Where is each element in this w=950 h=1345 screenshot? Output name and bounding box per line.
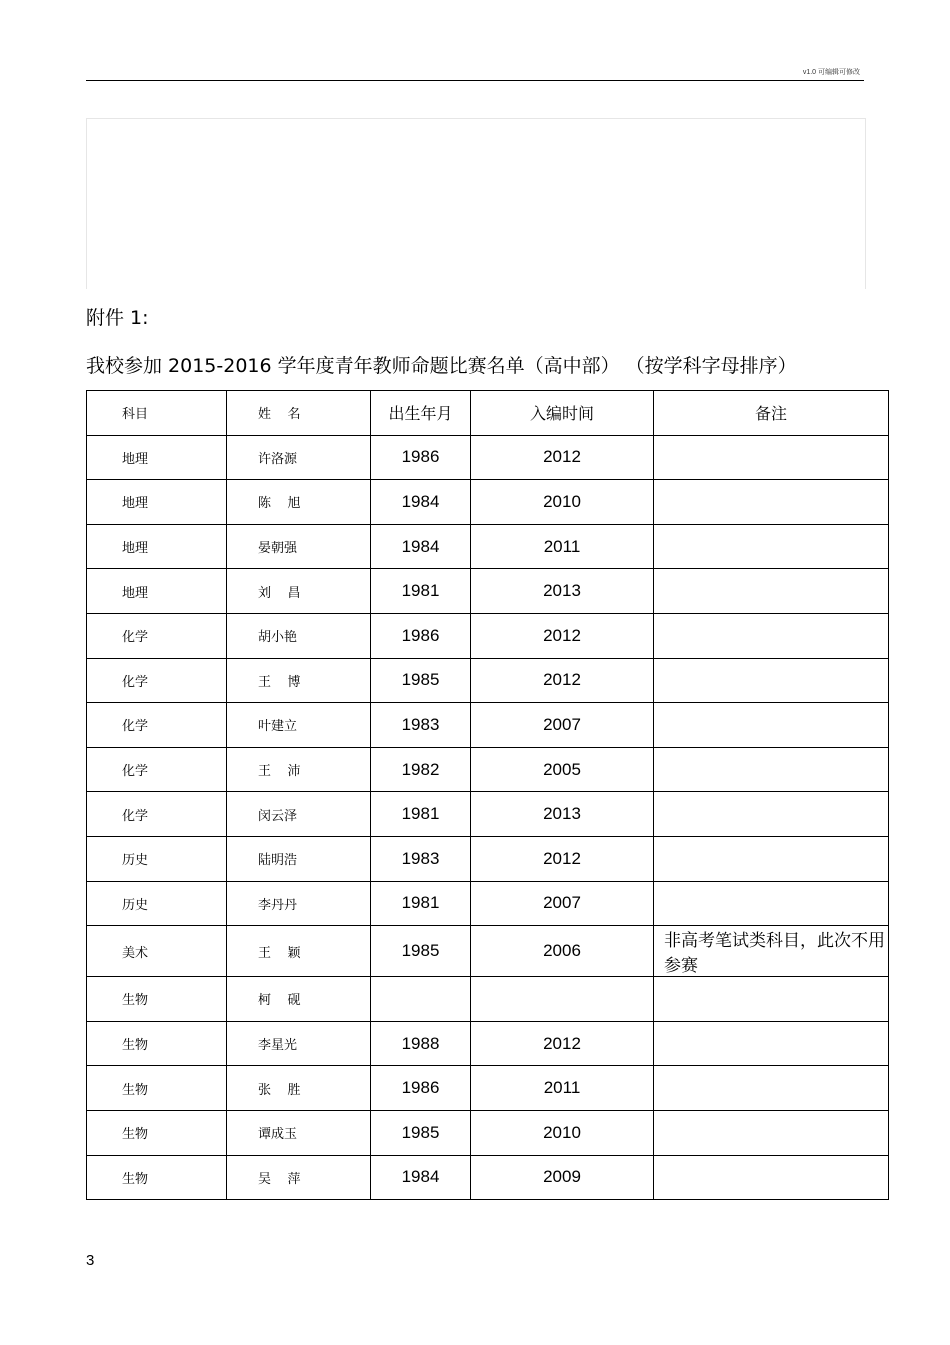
cell-birth: 1985 [371, 658, 471, 703]
cell-join: 2012 [471, 836, 654, 881]
cell-name: 李丹丹 [227, 881, 371, 926]
table-row [87, 1110, 889, 1155]
table-row [87, 1155, 889, 1200]
cell-subject: 历史 [87, 881, 227, 926]
cell-join [471, 977, 654, 1022]
header-note: 备注 [654, 391, 889, 436]
cell-subject: 化学 [87, 613, 227, 658]
cell-name: 张 胜 [227, 1066, 371, 1111]
cell-note [654, 977, 889, 1022]
header-subject: 科目 [87, 391, 227, 436]
page-number: 3 [86, 1252, 95, 1269]
table-row [87, 658, 889, 703]
table-row [87, 881, 889, 926]
table-row [87, 435, 889, 480]
table-row [87, 1021, 889, 1066]
cell-name: 晏朝强 [227, 524, 371, 569]
cell-name: 刘 昌 [227, 569, 371, 614]
cell-birth: 1985 [371, 926, 471, 977]
cell-birth: 1985 [371, 1110, 471, 1155]
cell-birth: 1986 [371, 435, 471, 480]
cell-subject: 生物 [87, 1021, 227, 1066]
cell-name: 陈 旭 [227, 480, 371, 525]
cell-subject: 地理 [87, 435, 227, 480]
cell-birth: 1984 [371, 1155, 471, 1200]
table-row [87, 524, 889, 569]
cell-subject: 生物 [87, 1066, 227, 1111]
cell-birth: 1983 [371, 836, 471, 881]
header-join: 入编时间 [471, 391, 654, 436]
cell-subject: 地理 [87, 480, 227, 525]
table-row [87, 836, 889, 881]
cell-join: 2011 [471, 524, 654, 569]
table-row [87, 747, 889, 792]
table-header-row [87, 391, 889, 436]
table-row [87, 926, 889, 977]
cell-join: 2012 [471, 1021, 654, 1066]
cell-name: 陆明浩 [227, 836, 371, 881]
teacher-roster-table [86, 390, 889, 1200]
cell-subject: 历史 [87, 836, 227, 881]
table-body [87, 435, 889, 1200]
cell-name: 柯 砚 [227, 977, 371, 1022]
cell-join: 2011 [471, 1066, 654, 1111]
cell-name: 闵云泽 [227, 792, 371, 837]
cell-name: 王 博 [227, 658, 371, 703]
table-row [87, 480, 889, 525]
cell-note [654, 569, 889, 614]
header-birth: 出生年月 [371, 391, 471, 436]
cell-name: 谭成玉 [227, 1110, 371, 1155]
header-version-note: v1.0 可编辑可修改 [802, 69, 860, 76]
cell-note [654, 524, 889, 569]
cell-note [654, 435, 889, 480]
cell-note: 非高考笔试类科目，此次不用参赛 [654, 926, 889, 977]
cell-join: 2006 [471, 926, 654, 977]
cell-subject: 化学 [87, 658, 227, 703]
cell-birth: 1984 [371, 524, 471, 569]
cell-join: 2009 [471, 1155, 654, 1200]
header-name: 姓 名 [227, 391, 371, 436]
cell-join: 2005 [471, 747, 654, 792]
blank-area [86, 118, 866, 289]
cell-birth: 1986 [371, 1066, 471, 1111]
document-title: 我校参加 2015-2016 学年度青年教师命题比赛名单（高中部） （按学科字母排序） [86, 355, 797, 377]
cell-subject: 地理 [87, 569, 227, 614]
cell-join: 2012 [471, 658, 654, 703]
cell-note [654, 658, 889, 703]
cell-name: 吴 萍 [227, 1155, 371, 1200]
cell-birth: 1981 [371, 881, 471, 926]
cell-birth: 1983 [371, 703, 471, 748]
cell-note [654, 703, 889, 748]
cell-note [654, 1110, 889, 1155]
cell-name: 李星光 [227, 1021, 371, 1066]
attachment-label: 附件 1: [86, 307, 149, 329]
cell-note [654, 1155, 889, 1200]
cell-subject: 美术 [87, 926, 227, 977]
table-row [87, 569, 889, 614]
cell-name: 胡小艳 [227, 613, 371, 658]
cell-note [654, 792, 889, 837]
cell-note [654, 881, 889, 926]
table-row [87, 703, 889, 748]
cell-name: 叶建立 [227, 703, 371, 748]
cell-join: 2012 [471, 435, 654, 480]
cell-subject: 地理 [87, 524, 227, 569]
header-divider [86, 80, 864, 81]
cell-name: 王 沛 [227, 747, 371, 792]
cell-birth [371, 977, 471, 1022]
cell-note [654, 480, 889, 525]
table-row [87, 977, 889, 1022]
cell-join: 2013 [471, 569, 654, 614]
cell-subject: 化学 [87, 703, 227, 748]
cell-subject: 生物 [87, 1155, 227, 1200]
cell-subject: 生物 [87, 977, 227, 1022]
cell-note [654, 613, 889, 658]
cell-birth: 1982 [371, 747, 471, 792]
cell-join: 2013 [471, 792, 654, 837]
cell-join: 2010 [471, 1110, 654, 1155]
cell-join: 2012 [471, 613, 654, 658]
cell-join: 2010 [471, 480, 654, 525]
cell-birth: 1981 [371, 792, 471, 837]
table-row [87, 1066, 889, 1111]
table-row [87, 792, 889, 837]
cell-join: 2007 [471, 881, 654, 926]
cell-name: 许洛源 [227, 435, 371, 480]
cell-subject: 生物 [87, 1110, 227, 1155]
cell-note [654, 1066, 889, 1111]
cell-subject: 化学 [87, 747, 227, 792]
cell-note [654, 836, 889, 881]
cell-note [654, 747, 889, 792]
cell-name: 王 颖 [227, 926, 371, 977]
cell-birth: 1984 [371, 480, 471, 525]
cell-birth: 1981 [371, 569, 471, 614]
cell-birth: 1988 [371, 1021, 471, 1066]
table-row [87, 613, 889, 658]
cell-join: 2007 [471, 703, 654, 748]
cell-birth: 1986 [371, 613, 471, 658]
cell-note [654, 1021, 889, 1066]
cell-subject: 化学 [87, 792, 227, 837]
